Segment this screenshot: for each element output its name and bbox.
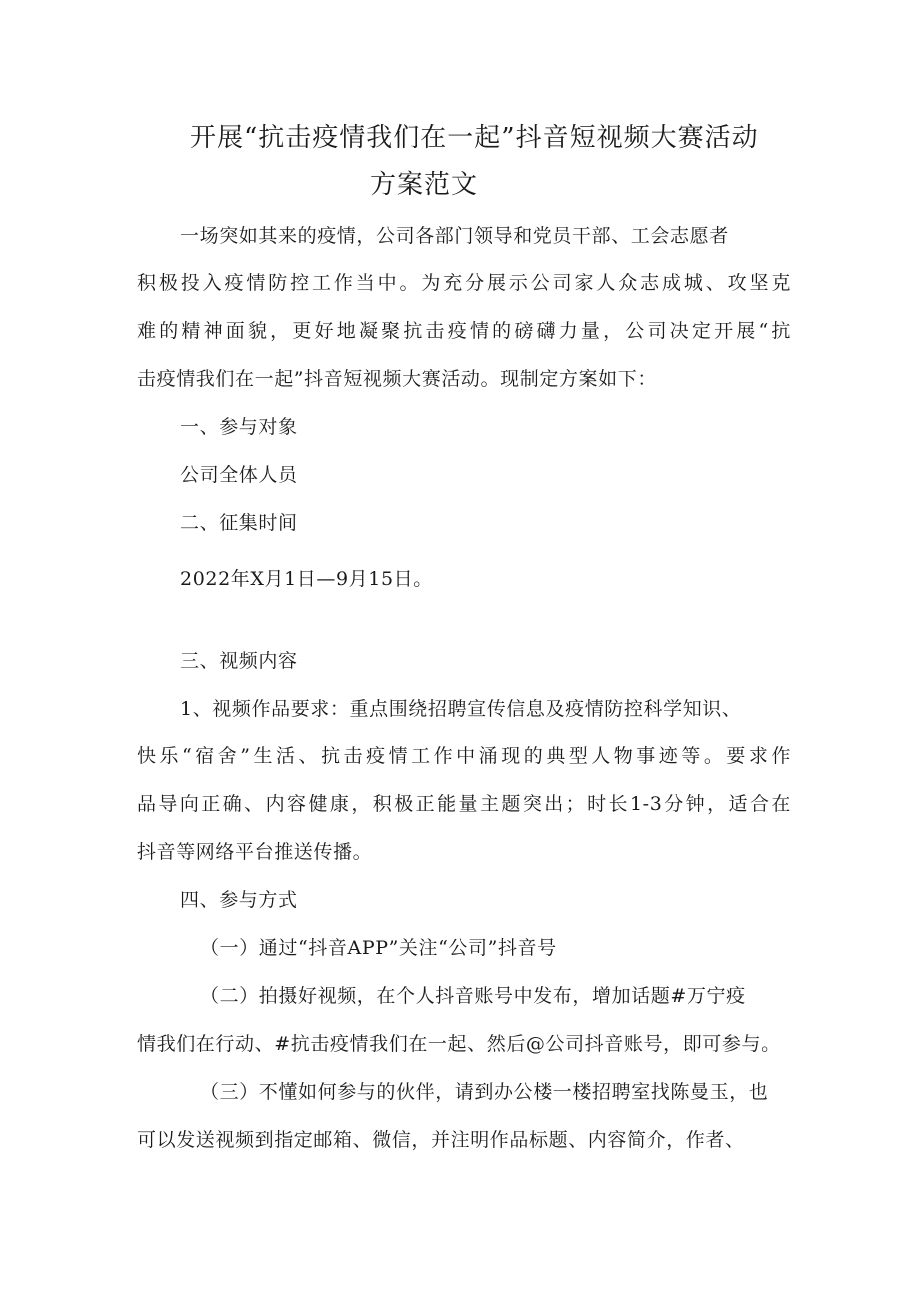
- section-4-heading: 四、参与方式: [180, 889, 298, 911]
- section-3-heading: 三、视频内容: [180, 650, 298, 672]
- section-3-item-1-line-2: 快乐“宿舍”生活、抗击疫情工作中涌现的典型人物事迹等。要求作: [137, 745, 791, 767]
- intro-line-4: 击疫情我们在一起”抖音短视频大赛活动。现制定方案如下：: [137, 368, 657, 390]
- intro-line-1: 一场突如其来的疫情，公司各部门领导和党员干部、工会志愿者: [180, 225, 729, 247]
- section-4-item-2-line-1: （二）拍摄好视频，在个人抖音账号中发布，增加话题#万宁疫: [200, 985, 746, 1007]
- section-3-item-1-line-1: 1、视频作品要求：重点围绕招聘宣传信息及疫情防控科学知识、: [180, 698, 742, 720]
- section-2-heading: 二、征集时间: [180, 512, 298, 534]
- section-3-item-1-line-4: 抖音等网络平台推送传播。: [137, 841, 373, 863]
- section-4-item-3-line-1: （三）不懂如何参与的伙伴，请到办公楼一楼招聘室找陈曼玉，也: [200, 1081, 769, 1103]
- section-3-item-1-line-3: 品导向正确、内容健康，积极正能量主题突出；时长1-3分钟，适合在: [137, 793, 791, 815]
- section-2-body: 2022年X月1日—9月15日。: [180, 568, 433, 590]
- section-4-item-3-line-2: 可以发送视频到指定邮箱、微信，并注明作品标题、内容简介，作者、: [137, 1129, 745, 1151]
- intro-line-2: 积极投入疫情防控工作当中。为充分展示公司家人众志成城、攻坚克: [137, 272, 791, 294]
- intro-line-3: 难的精神面貌，更好地凝聚抗击疫情的磅礴力量，公司决定开展“抗: [137, 320, 791, 342]
- document-title-line-1: 开展“抗击疫情我们在一起”抖音短视频大赛活动: [190, 123, 759, 153]
- section-1-heading: 一、参与对象: [180, 416, 298, 438]
- section-1-body: 公司全体人员: [180, 464, 298, 486]
- section-4-item-2-line-2: 情我们在行动、#抗击疫情我们在一起、然后@公司抖音账号，即可参与。: [137, 1033, 781, 1055]
- document-title-line-2: 方案范文: [370, 170, 479, 200]
- section-4-item-1: （一）通过“抖音APP”关注“公司”抖音号: [200, 937, 557, 959]
